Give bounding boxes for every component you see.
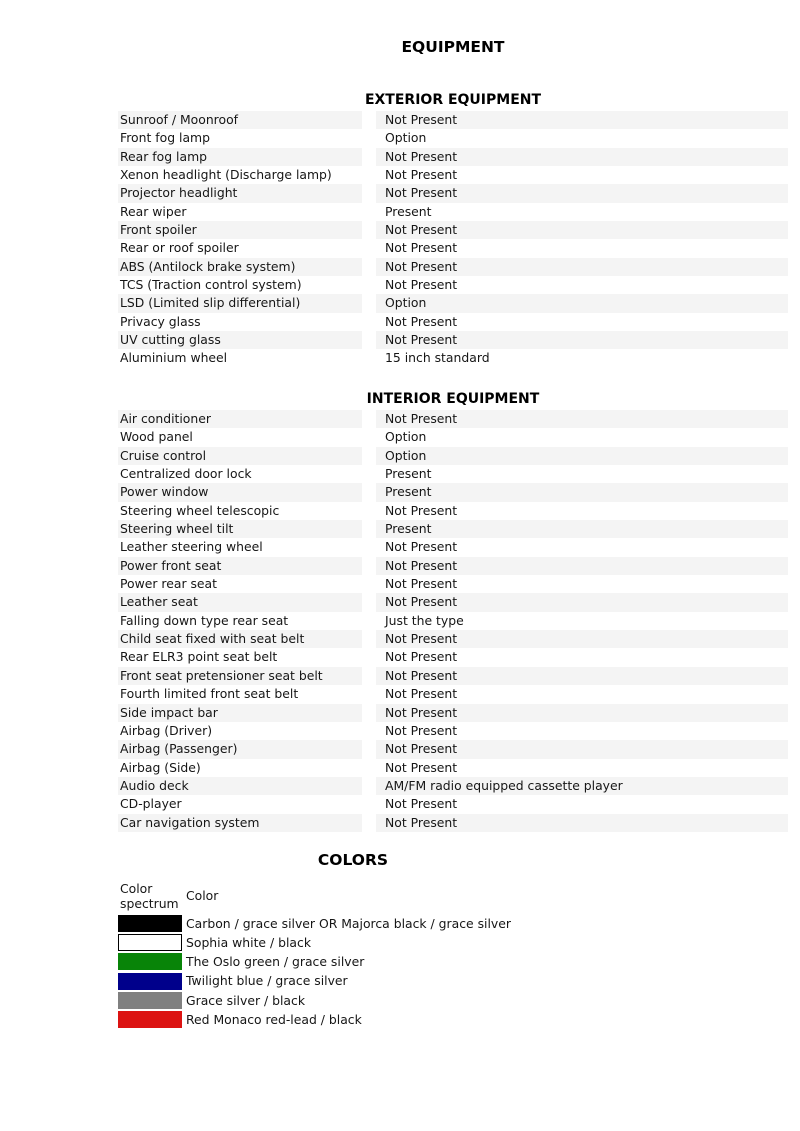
exterior-equipment-heading: EXTERIOR EQUIPMENT	[364, 92, 542, 108]
color-swatch	[118, 953, 182, 970]
equipment-name: Rear ELR3 point seat belt	[120, 649, 278, 665]
table-row	[118, 331, 788, 349]
equipment-value: Not Present	[376, 184, 788, 202]
equipment-value: Not Present	[385, 240, 458, 256]
table-row	[118, 166, 788, 184]
equipment-name: Wood panel	[120, 429, 193, 445]
colors-table-header	[118, 880, 588, 913]
table-row	[118, 814, 788, 832]
table-row	[118, 483, 788, 501]
equipment-value: Option	[385, 429, 427, 445]
table-row	[118, 648, 788, 666]
table-row	[118, 239, 788, 257]
equipment-value: Just the type	[385, 612, 464, 628]
equipment-name: Xenon headlight (Discharge lamp)	[120, 167, 332, 183]
table-row	[118, 111, 788, 129]
equipment-name: Privacy glass	[120, 313, 201, 329]
table-row	[118, 740, 788, 758]
color-row	[118, 933, 588, 952]
equipment-name: Sunroof / Moonroof	[118, 111, 362, 129]
equipment-value: Not Present	[376, 667, 788, 685]
equipment-name: Side impact bar	[118, 704, 362, 722]
table-row	[118, 612, 788, 630]
table-row	[118, 129, 788, 147]
table-row	[118, 667, 788, 685]
equipment-name: ABS (Antilock brake system)	[118, 258, 362, 276]
table-row	[118, 203, 788, 221]
table-row	[118, 593, 788, 611]
table-row	[118, 258, 788, 276]
table-row	[118, 294, 788, 312]
equipment-value: Present	[385, 466, 432, 482]
equipment-value: Not Present	[376, 331, 788, 349]
table-row	[118, 795, 788, 813]
equipment-name: Child seat fixed with seat belt	[118, 630, 362, 648]
equipment-name: Front fog lamp	[120, 130, 210, 146]
color-swatch	[118, 992, 182, 1009]
table-row	[118, 276, 788, 294]
table-row	[118, 685, 788, 703]
equipment-value: Not Present	[385, 167, 458, 183]
table-row	[118, 557, 788, 575]
equipment-value: Not Present	[385, 539, 458, 555]
equipment-name: Power window	[118, 483, 362, 501]
equipment-value: Not Present	[385, 502, 458, 518]
equipment-value: Not Present	[376, 557, 788, 575]
equipment-name: Rear or roof spoiler	[120, 240, 239, 256]
equipment-value: Not Present	[385, 649, 458, 665]
equipment-value: Not Present	[376, 740, 788, 758]
equipment-name: Front seat pretensioner seat belt	[118, 667, 362, 685]
color-name: Carbon / grace silver OR Majorca black / grace silver	[186, 916, 511, 931]
equipment-name: Projector headlight	[118, 184, 362, 202]
color-column-header: Color	[186, 888, 219, 904]
equipment-name: Steering wheel tilt	[118, 520, 362, 538]
equipment-value: Not Present	[376, 221, 788, 239]
table-row	[118, 184, 788, 202]
equipment-value: Present	[376, 483, 788, 501]
color-name: Grace silver / black	[186, 992, 305, 1008]
color-row	[118, 971, 588, 990]
colors-table	[118, 880, 588, 1029]
color-name: Red Monaco red-lead / black	[186, 1011, 362, 1027]
table-row	[118, 502, 788, 520]
equipment-value: Option	[385, 130, 427, 146]
color-row	[118, 914, 588, 933]
equipment-name: Air conditioner	[118, 410, 362, 428]
equipment-name: Falling down type rear seat	[120, 612, 289, 628]
equipment-name: Airbag (Passenger)	[118, 740, 362, 758]
equipment-value: Not Present	[376, 111, 788, 129]
exterior-equipment-table	[118, 111, 788, 368]
table-row	[118, 538, 788, 556]
table-row	[118, 630, 788, 648]
equipment-value: Not Present	[376, 258, 788, 276]
equipment-name: LSD (Limited slip differential)	[118, 294, 362, 312]
equipment-value: Option	[376, 294, 788, 312]
color-row	[118, 1010, 588, 1029]
equipment-name: Rear fog lamp	[118, 148, 362, 166]
equipment-name: Audio deck	[118, 777, 362, 795]
equipment-name: Power front seat	[118, 557, 362, 575]
equipment-value: Not Present	[376, 148, 788, 166]
table-row	[118, 148, 788, 166]
equipment-name: Leather seat	[118, 593, 362, 611]
interior-equipment-heading: INTERIOR EQUIPMENT	[366, 391, 540, 407]
equipment-name: Front spoiler	[118, 221, 362, 239]
color-name: Sophia white / black	[186, 935, 311, 951]
table-row	[118, 575, 788, 593]
equipment-name: TCS (Traction control system)	[120, 277, 302, 293]
equipment-name: Fourth limited front seat belt	[120, 686, 299, 702]
equipment-name: Leather steering wheel	[120, 539, 263, 555]
color-name: The Oslo green / grace silver	[186, 954, 365, 970]
color-swatch	[118, 973, 182, 990]
table-row	[118, 722, 788, 740]
equipment-value: Not Present	[385, 722, 458, 738]
equipment-name: Airbag (Driver)	[120, 722, 213, 738]
equipment-value: Present	[385, 203, 432, 219]
table-row	[118, 704, 788, 722]
equipment-value: Not Present	[376, 630, 788, 648]
equipment-name: Cruise control	[118, 447, 362, 465]
equipment-value: 15 inch standard	[385, 350, 490, 366]
equipment-value: Not Present	[385, 759, 458, 775]
table-row	[118, 221, 788, 239]
table-row	[118, 465, 788, 483]
interior-equipment-table	[118, 410, 788, 832]
equipment-value: Present	[376, 520, 788, 538]
equipment-value: Not Present	[385, 686, 458, 702]
equipment-name: Power rear seat	[120, 576, 218, 592]
color-name: Twilight blue / grace silver	[186, 973, 348, 989]
color-row	[118, 952, 588, 971]
equipment-name: CD-player	[120, 796, 182, 812]
colors-heading: COLORS	[317, 851, 389, 869]
equipment-value: Not Present	[385, 313, 458, 329]
color-row	[118, 991, 588, 1010]
equipment-value: Not Present	[385, 277, 458, 293]
color-swatch	[118, 1011, 182, 1028]
table-row	[118, 313, 788, 331]
equipment-name: UV cutting glass	[118, 331, 362, 349]
color-rows-container	[118, 914, 588, 1029]
equipment-name: Car navigation system	[118, 814, 362, 832]
equipment-value: Not Present	[376, 814, 788, 832]
table-row	[118, 520, 788, 538]
color-swatch	[118, 915, 182, 932]
equipment-value: AM/FM radio equipped cassette player	[376, 777, 788, 795]
equipment-name: Centralized door lock	[120, 466, 252, 482]
table-row	[118, 759, 788, 777]
equipment-value: Option	[376, 447, 788, 465]
equipment-value: Not Present	[376, 593, 788, 611]
equipment-value: Not Present	[385, 796, 458, 812]
equipment-name: Aluminium wheel	[120, 350, 228, 366]
table-row	[118, 447, 788, 465]
table-row	[118, 410, 788, 428]
equipment-value: Not Present	[385, 576, 458, 592]
table-row	[118, 428, 788, 446]
equipment-name: Airbag (Side)	[120, 759, 201, 775]
table-row	[118, 777, 788, 795]
equipment-name: Rear wiper	[120, 203, 187, 219]
table-row	[118, 349, 788, 367]
page-title: EQUIPMENT	[401, 38, 505, 56]
equipment-value: Not Present	[376, 410, 788, 428]
color-swatch	[118, 934, 182, 951]
color-spectrum-column-header: Color spectrum	[120, 881, 179, 911]
equipment-value: Not Present	[376, 704, 788, 722]
equipment-name: Steering wheel telescopic	[120, 502, 280, 518]
